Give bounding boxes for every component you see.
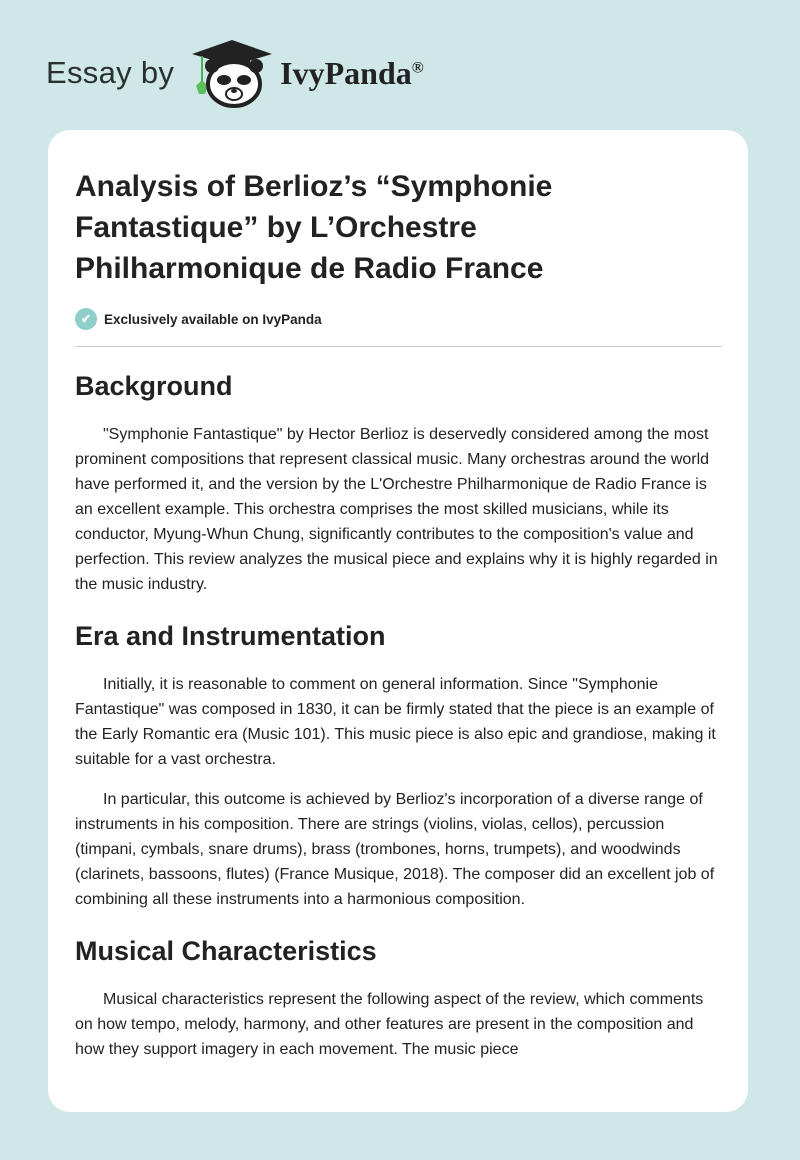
paragraph: "Symphonie Fantastique" by Hector Berlioz is deservedly considered among the most prominent compositions that represent classical music. Many orchestras around the world have performed it, and the version by the L'Orchestre Philharmonique de Radio France is an excellent example. This orchestra comprises the most skilled musicians, while its conductor, Myung-Whun Chung, significantly contributes to the composition's value and perfection. This review analyzes the musical piece and explains why it is highly regarded in the music industry. bbox=[75, 426, 718, 593]
divider bbox=[75, 346, 722, 347]
paragraph: Initially, it is reasonable to comment on general information. Since "Symphonie Fantastique" was composed in 1830, it can be firmly stated that the piece is an example of the Early Romantic era (Music 101). This music piece is also epic and grandiose, making it suitable for a vast orchestra. bbox=[75, 676, 716, 768]
essay-by-label: Essay by bbox=[46, 55, 175, 90]
check-icon: ✔ bbox=[75, 308, 97, 330]
exclusive-badge bbox=[75, 308, 722, 330]
essay-title: Analysis of Berlioz’s “Symphonie Fantastique” by L’Orchestre Philharmonique de Radio France bbox=[75, 170, 553, 285]
paragraph: Musical characteristics represent the following aspect of the review, which comments on how tempo, melody, harmony, and other features are present in the composition and how they support imagery in each movement. The music piece bbox=[75, 991, 704, 1058]
ivypanda-logo-icon[interactable] bbox=[188, 38, 276, 108]
exclusive-label: Exclusively available on IvyPanda bbox=[104, 311, 322, 327]
essay-card bbox=[48, 130, 748, 1112]
section-heading: Era and Instrumentation bbox=[75, 621, 386, 651]
brand-name: IvyPanda® bbox=[280, 54, 424, 91]
site-header bbox=[46, 38, 424, 108]
section-heading: Musical Characteristics bbox=[75, 936, 377, 966]
section-heading: Background bbox=[75, 371, 233, 401]
paragraph: In particular, this outcome is achieved by Berlioz's incorporation of a diverse range of instruments in his composition. There are strings (violins, violas, cellos), percussion (timpani, cymbals, snare drums), brass (trombones, horns, trumpets), and woodwinds (clarinets, bassoons, flutes) (France Musique, 2018). The composer did an excellent job of combining all these instruments into a harmonious composition. bbox=[75, 791, 715, 908]
